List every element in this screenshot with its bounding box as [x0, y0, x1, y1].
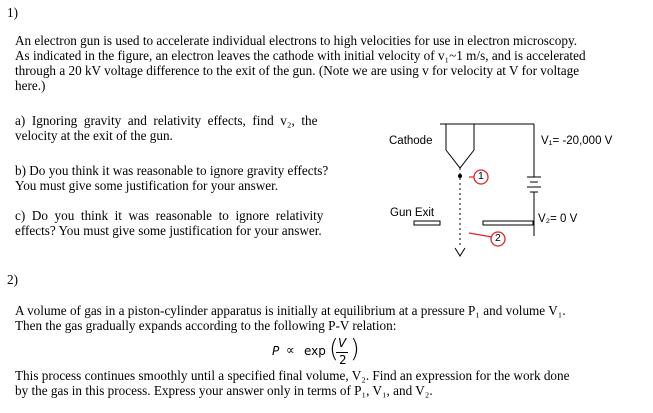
electron-dot [458, 174, 462, 178]
cathode-electrode [440, 124, 534, 168]
problem-2-line-4: by the gas in this process. Express your answer only in terms of P₁, V₁, and V₂. [15, 383, 433, 398]
cathode-label: Cathode [389, 135, 433, 147]
eq-numerator: V [338, 336, 347, 350]
problem-1-intro-line-4: here.) [15, 78, 46, 93]
problem-2-line-2: Then the gas gradually expands according to the following P-V relation: [15, 318, 397, 333]
eq-left-paren: ( [329, 334, 339, 363]
v1-label: V₁= -20,000 V [541, 135, 613, 147]
part-c-line-1: c) Do you think it was reasonable to ignore relativity [15, 208, 324, 223]
point-2-number: 2 [495, 232, 501, 244]
gun-exit-electrode [414, 221, 533, 225]
eq-right-paren: ) [350, 334, 360, 363]
part-b-line-1: b) Do you think it was reasonable to ignore gravity effects? [15, 163, 329, 178]
problem-1-number: 1) [7, 5, 18, 20]
voltage-source [527, 124, 541, 236]
eq-denominator: 2 [339, 353, 347, 367]
problem-2-number: 2) [7, 272, 18, 287]
part-c-line-2: effects? You must give some justification for your answer. [15, 223, 322, 238]
eq-relation: ∝ [286, 343, 295, 357]
beam-arrow [455, 248, 465, 256]
v2-label: V₂= 0 V [538, 213, 578, 225]
part-a-line-2: velocity at the exit of the gun. [15, 128, 173, 143]
problem-1-intro-line-2: As indicated in the figure, an electron leaves the cathode with initial velocity of v₁~1 m/s, and is accelerated [15, 48, 586, 63]
part-b-line-2: You must give some justification for your answer. [15, 178, 279, 193]
problem-1-intro-line-1: An electron gun is used to accelerate individual electrons to high velocities for use in electron microscopy. [15, 33, 577, 48]
problem-2-line-3: This process continues smoothly until a specified final volume, V₂. Find an expression for the work done [15, 368, 570, 383]
eq-func: exp [304, 344, 326, 358]
problem-2-line-1: A volume of gas in a piston-cylinder apparatus is initially at equilibrium at a pressure P₁ and volume V₁. [15, 303, 566, 318]
eq-lhs: P [272, 344, 280, 358]
point-1-number: 1 [478, 170, 484, 182]
gun-exit-label: Gun Exit [390, 207, 435, 219]
part-a-line-1: a) Ignoring gravity and relativity effects, find v₂, the [15, 113, 318, 128]
problem-1-intro-line-3: through a 20 kV voltage difference to the exit of the gun. (Note we are using v for velocity at V for voltage [15, 63, 580, 78]
